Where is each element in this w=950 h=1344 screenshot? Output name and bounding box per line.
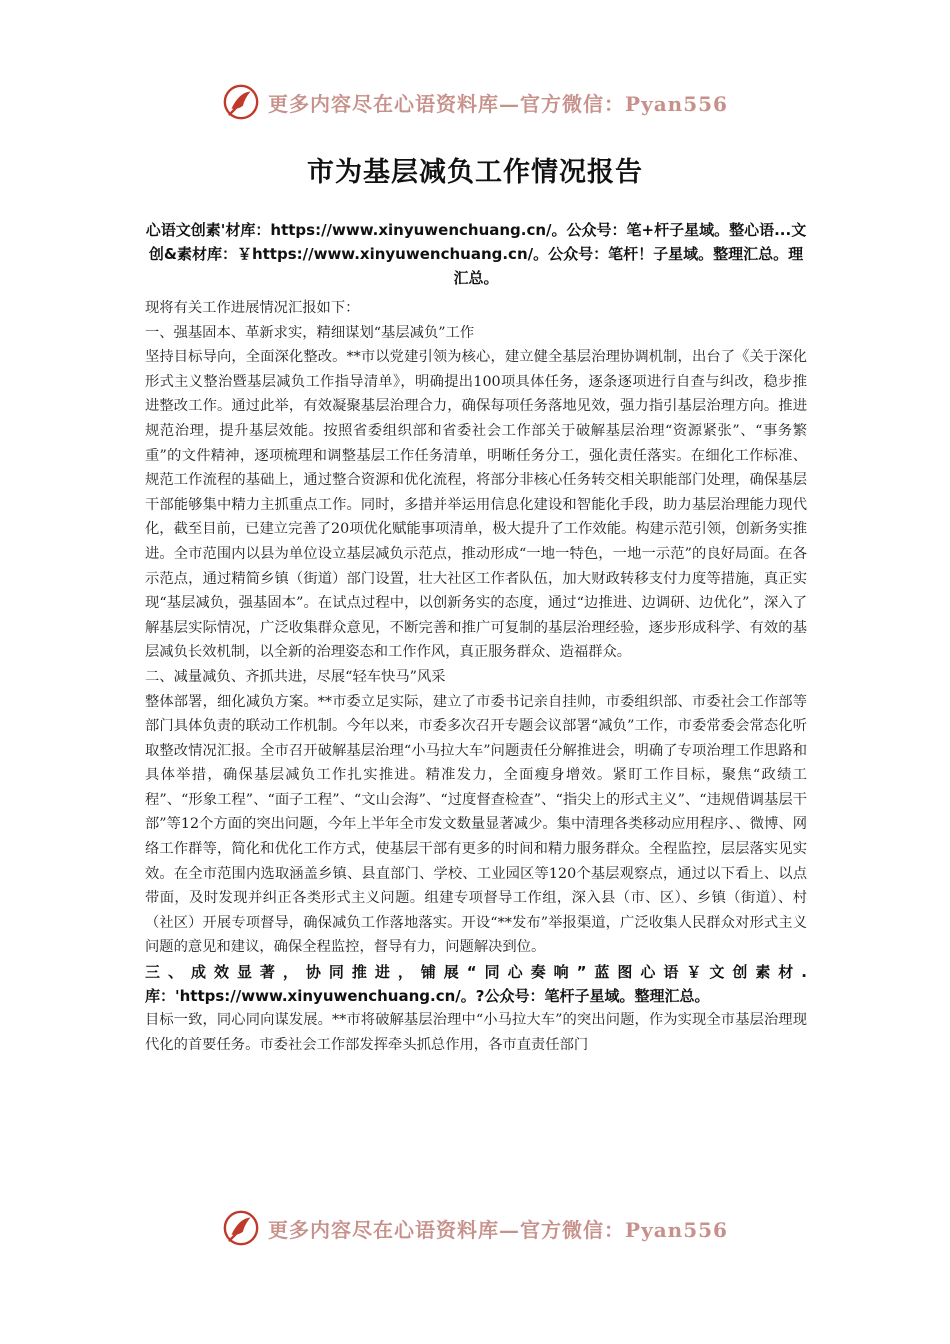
section-3-heading: 三、成效显著，协同推进，铺展“同心奏响”蓝图心语￥文创素材.库：'https://www.xinyuwenchuang.cn/。?公众号：笔杆子星域。整理汇总。 <box>145 963 807 1006</box>
section-2-paragraph: 整体部署，细化减负方案。**市委立足实际，建立了市委书记亲自挂帅，市委组织部、市委社会工作部等部门具体负责的联动工作机制。今年以来，市委多次召开专题会议部署“减负”工作，市委常委会常态化听取整改情况汇报。全市召开破解基层治理“小马拉大车”问题责任分解推进会，明确了专项治理工作思路和具体举措，确保基层减负工作扎实推进。精准发力，全面瘦身增效。紧盯工作目标，聚焦“政绩工程”、“形象工程”、“面子工程”、“文山会海”、“过度督查检查”、“指尖上的形式主义”、“违规借调基层干部”等12个方面的突出问题，今年上半年全市发文数量显著减少。集中清理各类移动应用程序、、微博、网络工作群等，简化和优化工作方式，使基层干部有更多的时间和精力服务群众。全程监控，层层落实见实效。在全市范围内选取涵盖乡镇、县直部门、学校、工业园区等120个基层观察点，通过以下看上、以点带面，及时发现并纠正各类形式主义问题。组建专项督导工作组，深入县（市、区）、乡镇（街道）、村（社区）开展专项督导，确保减负工作落地落实。开设“**发布”举报渠道，广泛收集人民群众对形式主义问题的意见和建议，确保全程监控，督导有力，问题解决到位。 <box>145 693 807 956</box>
watermark-header <box>0 80 950 124</box>
document-body <box>145 296 807 1057</box>
section-1-heading: 一、强基固本、革新求实，精细谋划“基层减负”工作 <box>145 324 475 341</box>
section-1-paragraph: 坚持目标导向，全面深化整改。**市以党建引领为核心，建立健全基层治理协调机制，出台了《关于深化形式主义整治暨基层减负工作指导清单》，明确提出100项具体任务，逐条逐项进行自查与纠改，稳步推进整改工作。通过此举，有效凝聚基层治理合力，确保每项任务落地见效，强力指引基层治理方向。推进规范治理，提升基层效能。按照省委组织部和省委社会工作部关于破解基层治理“资源紧张”、“事务繁重”的文件精神，逐项梳理和调整基层工作任务清单，明晰任务分工，强化责任落实。在细化工作标准、规范工作流程的基础上，通过整合资源和优化流程，将部分非核心任务转交相关职能部门处理，确保基层干部能够集中精力主抓重点工作。同时，多措并举运用信息化建设和智能化手段，助力基层治理能力现代化，截至目前，已建立完善了20项优化赋能事项清单，极大提升了工作效能。构建示范引领，创新务实推进。全市范围内以县为单位设立基层减负示范点，推动形成“一地一特色，一地一示范”的良好局面。在各示范点，通过精简乡镇（街道）部门设置，壮大社区工作者队伍，加大财政转移支付力度等措施，真正实现“基层减负，强基固本”。在试点过程中，以创新务实的态度，通过“边推进、边调研、边优化”，深入了解基层实际情况，广泛收集群众意见，不断完善和推广可复制的基层治理经验，逐步形成科学、有效的基层减负长效机制，以全新的治理姿态和工作作风，真正服务群众、造福群众。 <box>145 349 807 661</box>
watermark-logo-icon <box>222 1209 260 1247</box>
intro-paragraph: 现将有关工作进展情况汇报如下： <box>145 300 360 316</box>
watermark-footer <box>0 1206 950 1250</box>
watermark-text: 更多内容尽在心语资料库—官方微信：Pyan556 <box>268 91 728 116</box>
source-notice: 心语文创素'材库：https://www.xinyuwenchuang.cn/。公众号：笔+杆子星域。整心语...文创&素材库：￥https://www.xinyuwenchuang.cn/。公众号：笔杆！子星域。整理汇总。理汇总。 <box>145 221 807 287</box>
section-3-paragraph: 目标一致，同心同向谋发展。**市将破解基层治理中“小马拉大车”的突出问题，作为实现全市基层治理现代化的首要任务。市委社会工作部发挥牵头抓总作用，各市直责任部门 <box>145 1012 807 1053</box>
section-2-heading: 二、减量减负、齐抓共进，尽展“轻车快马”风采 <box>145 668 446 685</box>
watermark-text: 更多内容尽在心语资料库—官方微信：Pyan556 <box>268 1217 728 1242</box>
watermark-logo-icon <box>222 83 260 121</box>
document-title: 市为基层减负工作情况报告 <box>307 157 643 188</box>
